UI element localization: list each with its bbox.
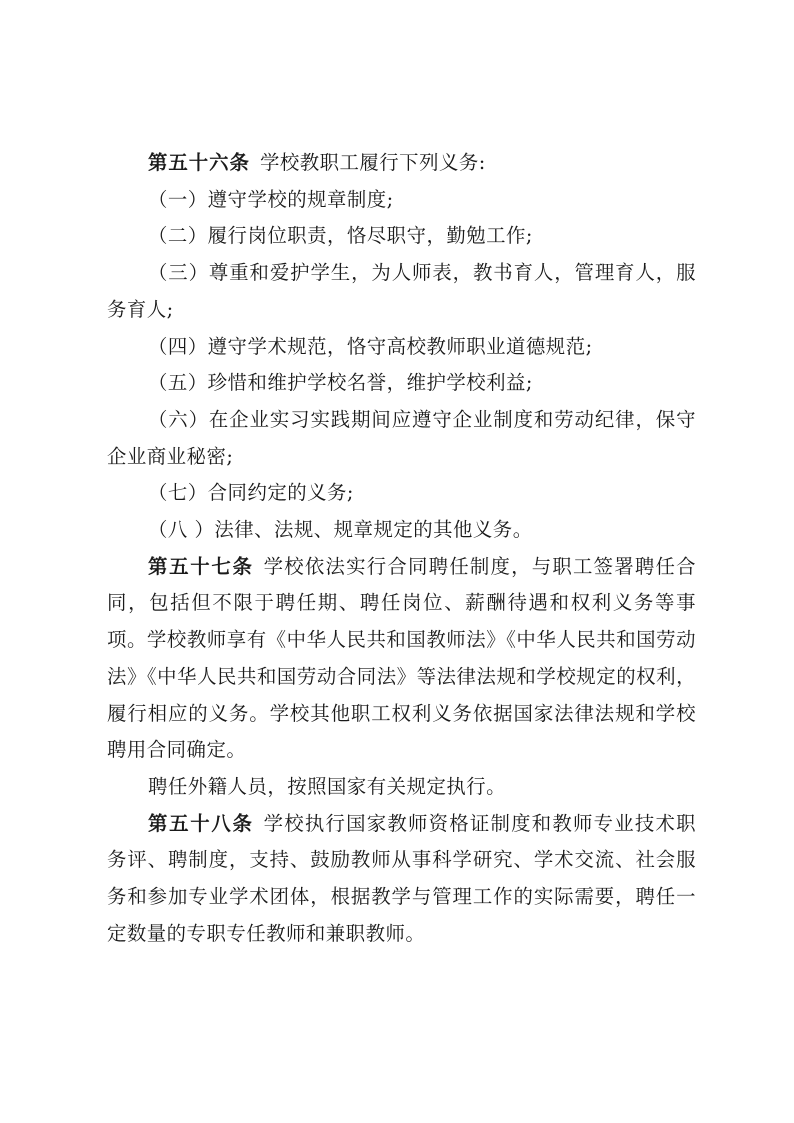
paragraph-text: 学校执行国家教师资格证制度和教师专业技术职务评、聘制度，支持、鼓励教师从事科学研究、学术交流、社会服务和参加专业学术团体，根据教学与管理工作的实际需要，聘任一定数量的专职专任教师和兼职教师。 [107, 811, 697, 945]
paragraph-text: （六）在企业实习实践期间应遵守企业制度和劳动纪律，保守企业商业秘密; [107, 407, 696, 468]
duty-item-7 [107, 475, 696, 512]
duty-item-8 [107, 512, 696, 549]
document-body [107, 145, 696, 952]
paragraph-text: （八 ）法律、法规、规章规定的其他义务。 [148, 518, 533, 542]
duty-item-3 [107, 255, 696, 328]
duty-item-4 [107, 329, 696, 366]
paragraph-text: （四）遵守学术规范，恪守高校教师职业道德规范; [148, 334, 593, 358]
article-58-paragraph [107, 806, 696, 953]
paragraph-text: （五）珍惜和维护学校名誉，维护学校利益; [148, 371, 533, 395]
article-57-paragraph [107, 549, 696, 769]
foreign-staff-paragraph [107, 769, 696, 806]
duty-item-2 [107, 218, 696, 255]
paragraph-text: 聘任外籍人员，按照国家有关规定执行。 [148, 774, 507, 798]
article-heading: 第五十六条 [148, 151, 250, 174]
paragraph-text: （三）尊重和爱护学生，为人师表，教书育人，管理育人，服务育人; [107, 261, 696, 321]
paragraph-text: （二）履行岗位职责，恪尽职守，勤勉工作; [148, 224, 533, 248]
article-56-paragraph [107, 145, 696, 182]
article-heading: 第五十八条 [148, 811, 254, 835]
paragraph-text: 学校教职工履行下列义务: [259, 151, 486, 174]
paragraph-text: 学校依法实行合同聘任制度，与职工签署聘任合同，包括但不限于聘任期、聘任岗位、薪酬待遇和权利义务等事项。学校教师享有《中华人民共和国教师法》《中华人民共和国劳动法》《中华人民共和国劳动合同法》等法律法规和学校规定的权利，履行相应的义务。学校其他职工权利义务依据国家法律法规和学校聘用合同确定。 [107, 554, 697, 762]
duty-item-6 [107, 402, 696, 475]
article-heading: 第五十七条 [148, 554, 254, 578]
duty-item-5 [107, 365, 696, 402]
duty-item-1 [107, 182, 696, 219]
paragraph-text: （七）合同约定的义务; [148, 481, 354, 505]
paragraph-text: （一）遵守学校的规章制度; [148, 187, 394, 211]
